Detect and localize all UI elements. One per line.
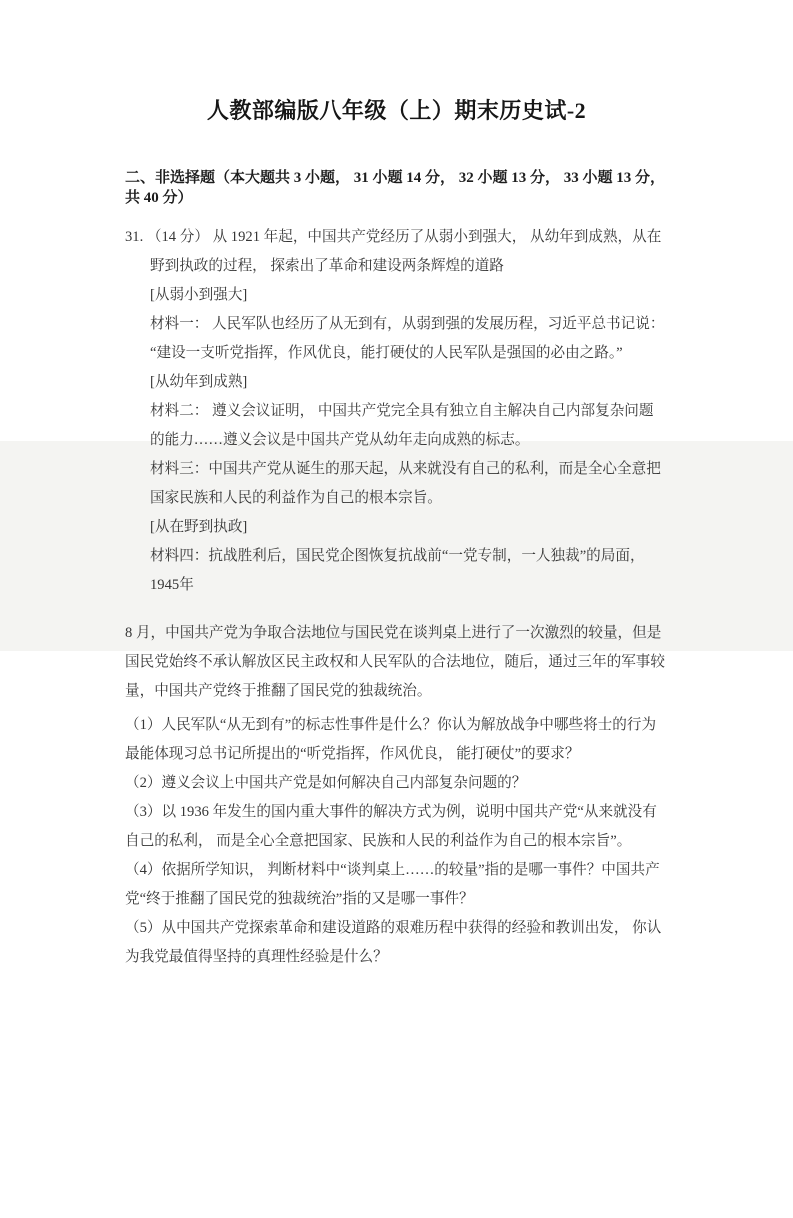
material-3: 材料三：中国共产党从诞生的那天起，从来就没有自己的私利，而是全心全意把国家民族和人民的利益作为自己的根本宗旨。 — [150, 461, 661, 506]
sub-question-4: （4）依据所学知识， 判断材料中“谈判桌上……的较量”指的是哪一事件？中国共产党“终于推翻了国民党的独裁统治”指的又是哪一事件？ — [125, 862, 660, 907]
section-header: 二、非选择题（本大题共 3 小题， 31 小题 14 分， 32 小题 13 分， 33 小题 13 分，共 40 分） — [125, 170, 666, 206]
material-4: 材料四：抗战胜利后，国民党企图恢复抗战前“一党专制，一人独裁”的局面， 1945年 — [150, 548, 645, 593]
tag-opposition-to-power: [从在野到执政] — [150, 519, 248, 535]
page-title: 人教部编版八年级（上）期末历史试-2 — [206, 98, 587, 123]
material-2: 材料二： 遵义会议证明， 中国共产党完全具有独立自主解决自己内部复杂问题的能力……遵义会议是中国共产党从幼年走向成熟的标志。 — [150, 403, 654, 448]
material-4-continuation: 8 月，中国共产党为争取合法地位与国民党在谈判桌上进行了一次激烈的较量，但是国民党始终不承认解放区民主政权和人民军队的合法地位，随后，通过三年的军事较量，中国共产党终于推翻了国民党的独裁统治。 — [125, 625, 665, 699]
tag-youth-to-maturity: [从幼年到成熟] — [150, 374, 248, 390]
sub-question-2: （2）遵义会议上中国共产党是如何解决自己内部复杂问题的？ — [125, 775, 527, 791]
question-31-intro: 31. （14 分） 从 1921 年起，中国共产党经历了从弱小到强大， 从幼年到成熟，从在野到执政的过程， 探索出了革命和建设两条辉煌的道路 — [125, 229, 662, 274]
sub-question-1: （1）人民军队“从无到有”的标志性事件是什么？你认为解放战争中哪些将士的行为最能体现习总书记所提出的“听党指挥，作风优良， 能打硬仗”的要求？ — [125, 717, 657, 762]
exam-page — [0, 96, 793, 972]
tag-weak-to-strong: [从弱小到强大] — [150, 287, 248, 303]
question-31-block — [125, 223, 668, 972]
sub-question-3: （3）以 1936 年发生的国内重大事件的解决方式为例，说明中国共产党“从来就没有自己的私利， 而是全心全意把国家、民族和人民的利益作为自己的根本宗旨”。 — [125, 804, 657, 849]
sub-question-5: （5）从中国共产党探索革命和建设道路的艰难历程中获得的经验和教训出发， 你认为我党最值得坚持的真理性经验是什么？ — [125, 920, 662, 965]
material-1: 材料一： 人民军队也经历了从无到有，从弱到强的发展历程，习近平总书记说： “建设一支听党指挥，作风优良，能打硬仗的人民军队是强国的必由之路。” — [150, 316, 665, 361]
